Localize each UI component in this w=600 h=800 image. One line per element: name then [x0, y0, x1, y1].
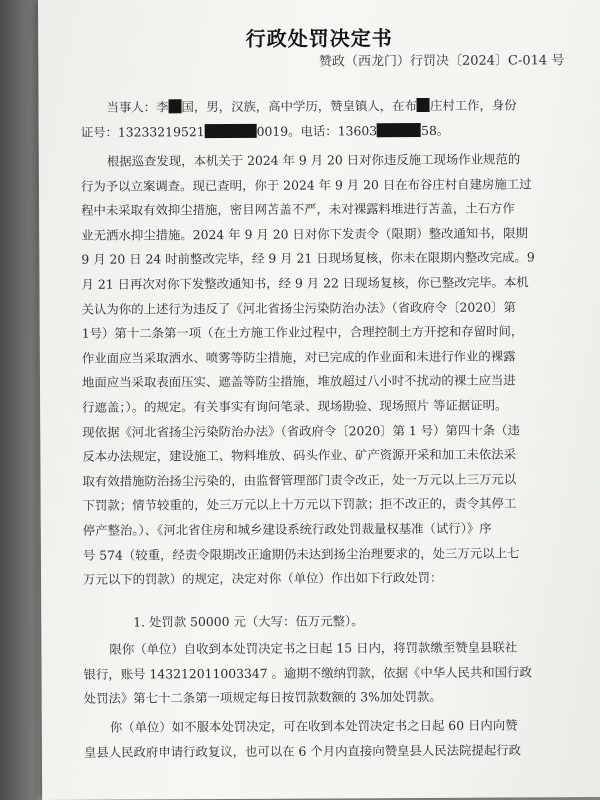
text-line: 9 月 20 日 24 时前整改完毕，经 9 月 21 日现场复核，你未在限期内整改完成。9	[81, 249, 535, 268]
redaction-block	[205, 123, 257, 137]
text-line: 根据巡查发现，本机关于 2024 年 9 月 20 日对你违反施工现场作业规范的	[106, 151, 521, 169]
payment-paragraph	[83, 635, 563, 711]
background-edge	[0, 0, 38, 800]
text-line: 1号）第十二条第一项（在土方施工作业过程中，合理控制土方开挖和存留时间，	[81, 323, 524, 341]
text-line: 业无洒水抑尘措施。2024 年 9 月 20 日对你下发责令（限期）整改通知书，限期	[81, 225, 528, 243]
text-line: 取有效措施防治扬尘污染的，由监督管理部门责令改正，处一万元以上三万元以	[82, 471, 517, 489]
redaction-block	[377, 123, 421, 137]
document-title: 行政处罚决定书	[245, 26, 393, 51]
redaction-block	[417, 98, 430, 112]
text-line: 限你（单位）自收到本处罚决定书之日起 15 日内，将罚款缴至赞皇县联社	[109, 639, 518, 657]
text-line: 作业面应当采取洒水、喷雾等防尘措施，对已完成的作业面和未进行作业的裸露	[81, 348, 516, 366]
party-line-2: 证号：13233219521 0019。电话：13603 58。	[80, 122, 450, 140]
text-line: 月 21 日再次对你下发整改通知书，经 9 月 22 日现场复核，你已整改完毕。本机	[81, 274, 529, 292]
text-line: 你（单位）如不服本处罚决定，可在收到本处罚决定书之日起 60 日内向赞	[109, 717, 518, 735]
appeal-paragraph	[84, 713, 564, 765]
text-line: 反本办法规定，建设施工、物料堆放、码头作业、矿产资源开采和加工未依法采	[82, 446, 517, 464]
text-line: 银行，账号 143212011003347 。逾期不缴纳罚款，依据《中华人民共和国行政	[83, 664, 532, 682]
penalty-item	[83, 608, 563, 635]
text-line: 现依据《河北省扬尘污染防治办法》（省政府令〔2020〕第 1 号）第四十条（违	[82, 422, 520, 440]
text-line: 行遮盖；）。的规定。有关事实有询问笔录、现场勘验、现场照片 等证据证明。	[82, 397, 508, 415]
redaction-block	[168, 99, 181, 113]
text-line: 下罚款；情节较重的，处三万元以上十万元以下罚款；拒不改正的，责令其停工	[82, 495, 517, 514]
party-info	[81, 93, 561, 145]
facts-paragraph	[81, 147, 563, 592]
party-line-1: 当事人：李 国，男，汉族，高中学历，赞皇镇人，在布 庄村工作，身份	[106, 97, 517, 115]
document-sheet	[38, 0, 600, 800]
text-line: 处罚法》第七十二条第一项规定每日按罚款数额的 3%加处罚款。	[83, 689, 442, 706]
text-line: 皇县人民政府申请行政复议，也可以在 6 个月内直接向赞皇县人民法院提起行政	[83, 742, 522, 760]
text-line: 程中未采取有效抑尘措施，密目网苫盖不严，未对裸露料堆进行苫盖，土石方作	[81, 200, 515, 218]
text-line: 号 574（较重，经责令限期改正逾期仍未达到扬尘治理要求的，处三万元以上七	[82, 544, 520, 563]
penalty-line: 1. 处罚款 50000 元（大写：伍万元整）。	[133, 613, 364, 630]
document-number: 赞政（西龙门）行罚决〔2024〕C-014 号	[318, 53, 565, 70]
text-line: 地面应当采取表面压实、遮盖等防尘措施，堆放超过八小时不扰动的裸土应当进	[81, 372, 516, 391]
text-line: 万元以下的罚款）的规定，决定对你（单位）作出如下行政处罚：	[82, 569, 443, 587]
text-line: 行为予以立案调查。现已查明，你于 2024 年 9 月 20 日在布谷庄村自建房施工过	[80, 176, 532, 194]
text-line: 停产整治。）、《河北省住房和城乡建设系统行政处罚裁量权基准（试行）》序	[82, 520, 492, 538]
text-line: 关认为你的上述行为违反了《河北省扬尘污染防治办法》（省政府令〔2020〕第	[81, 299, 516, 317]
